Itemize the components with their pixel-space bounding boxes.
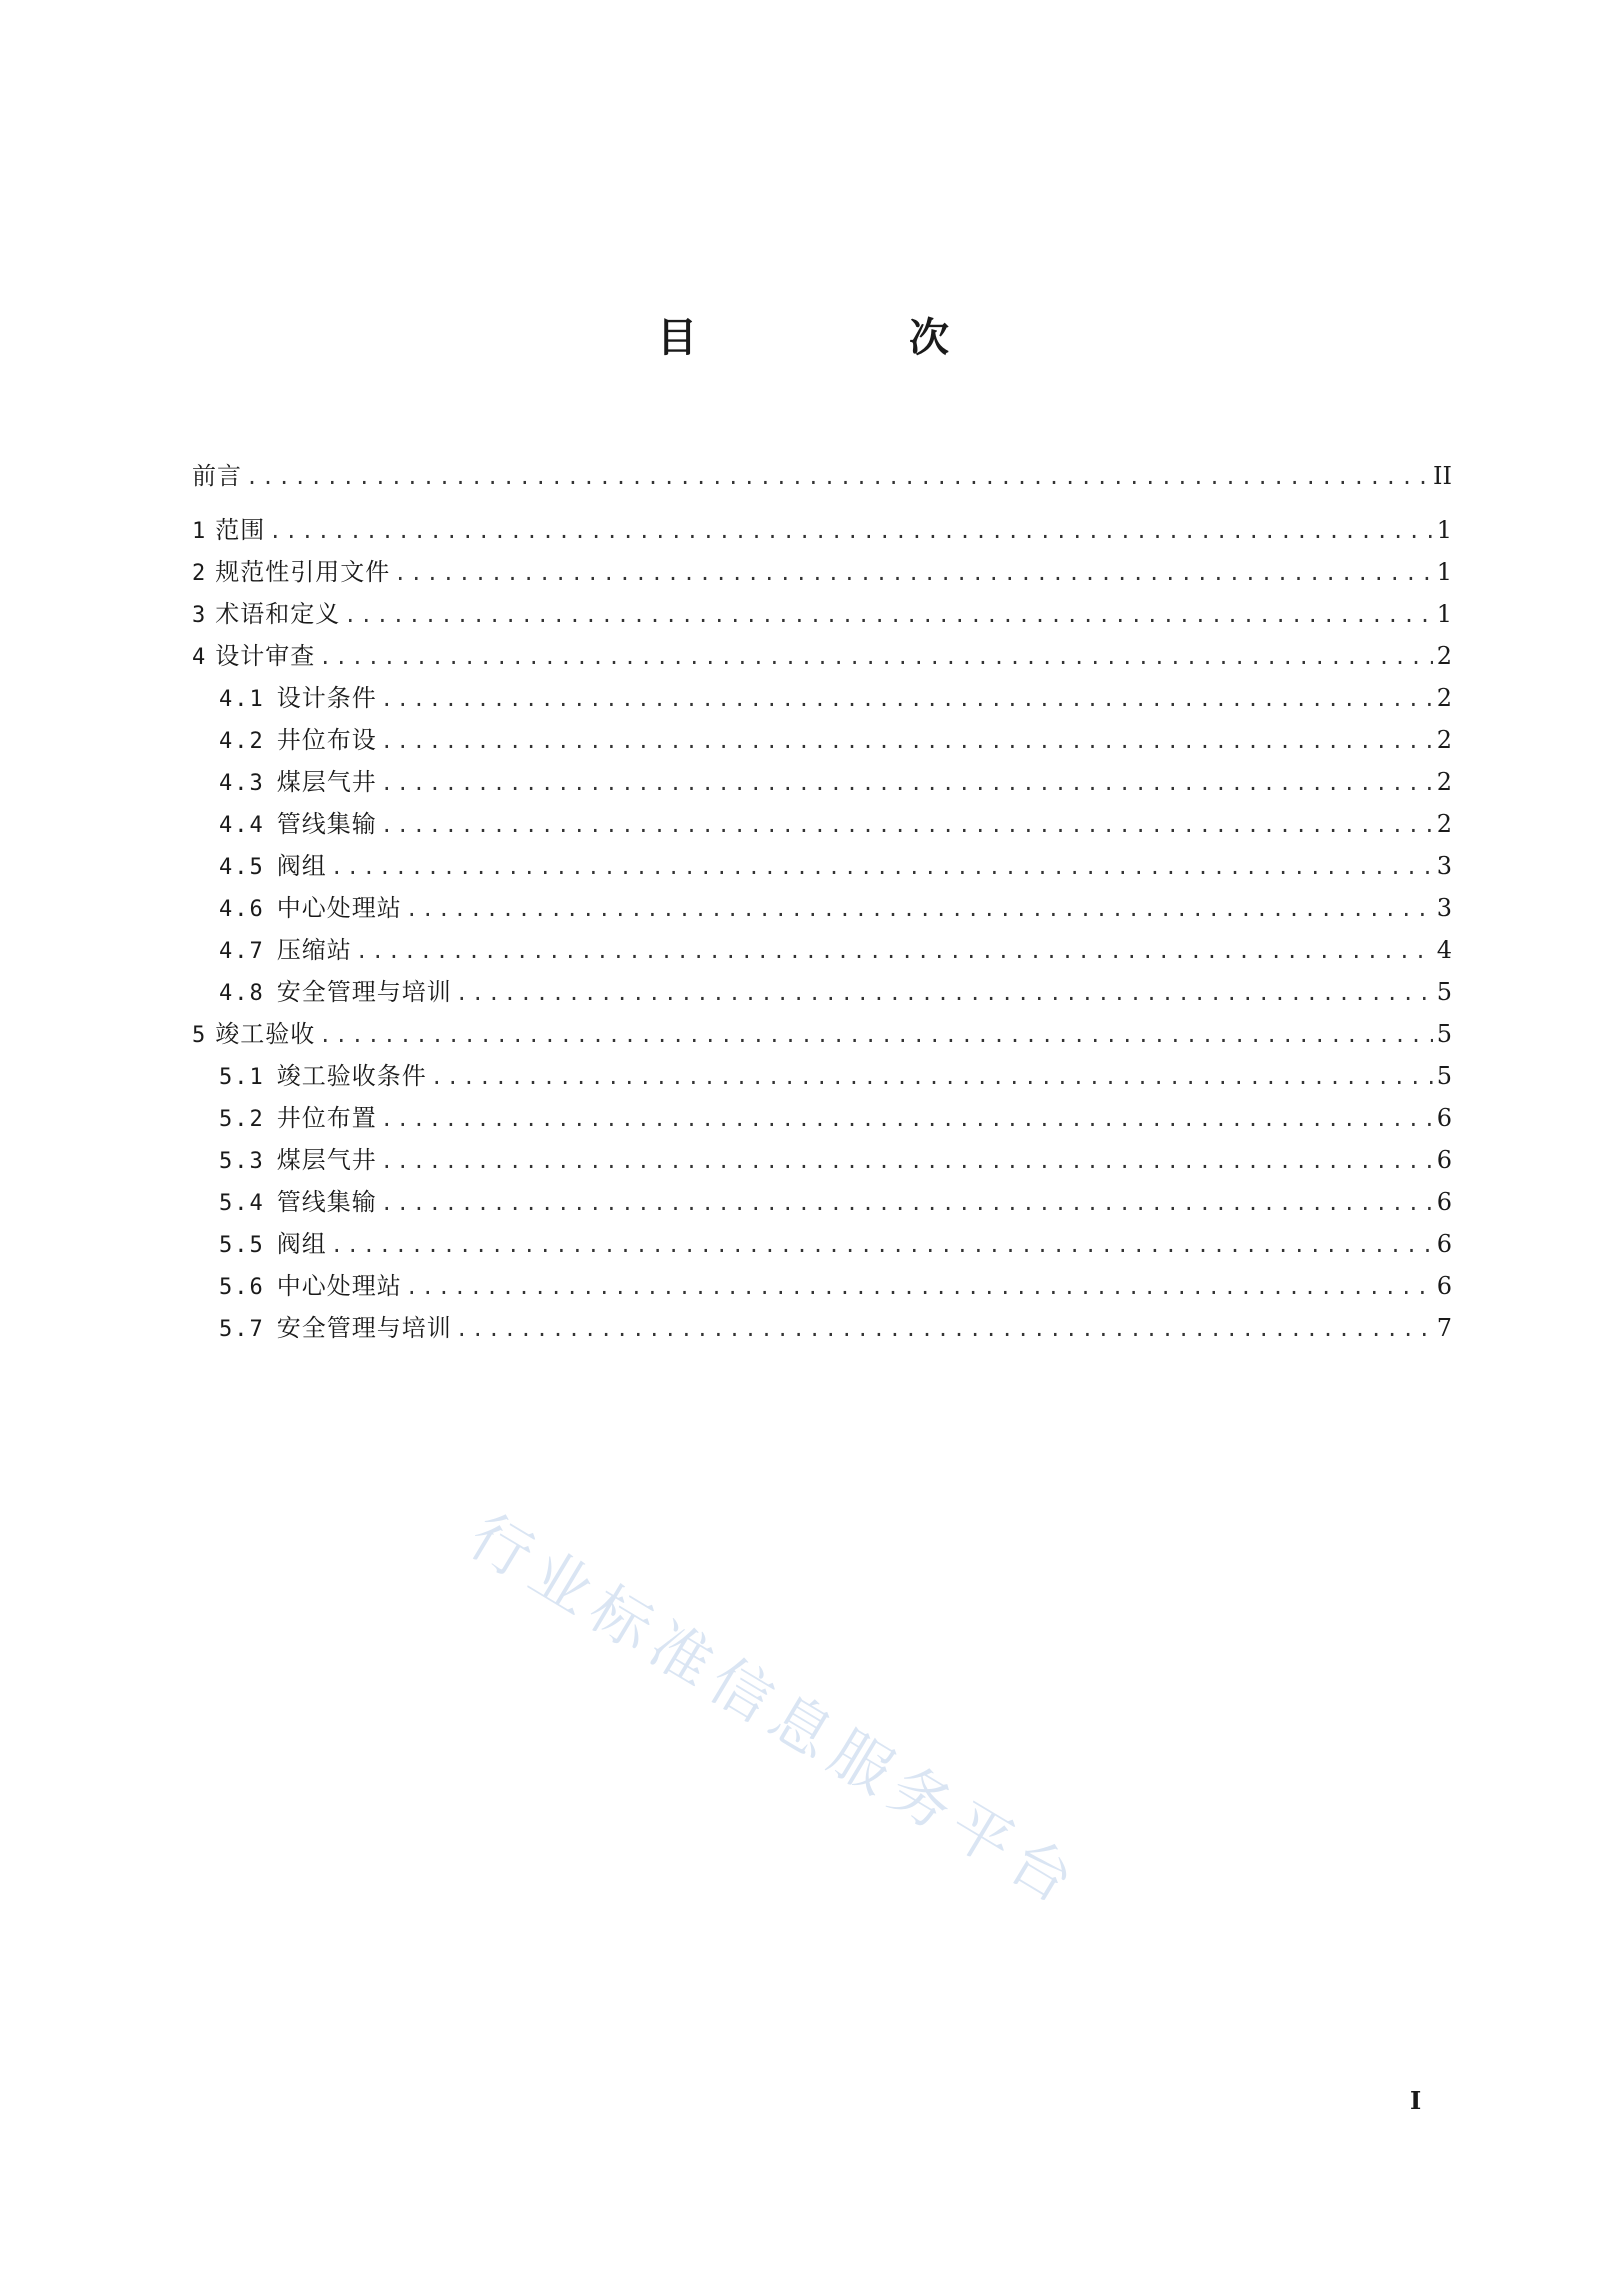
toc-dot-leader bbox=[381, 804, 1433, 846]
toc-dot-leader bbox=[319, 1014, 1432, 1056]
toc-dot-leader bbox=[269, 510, 1432, 552]
toc-entry-page: 2 bbox=[1436, 726, 1452, 754]
page-title: 目 次 bbox=[657, 315, 1035, 361]
toc-entry-title: 阀组 bbox=[276, 1230, 327, 1258]
toc-entry-number: 4.6 bbox=[219, 897, 265, 922]
toc-entry-title: 范围 bbox=[215, 516, 266, 544]
toc-entry-number: 5.6 bbox=[219, 1275, 265, 1300]
toc-entry-title: 前言 bbox=[192, 462, 242, 490]
toc-entry-number: 4.8 bbox=[219, 981, 265, 1006]
toc-entry[interactable] bbox=[192, 929, 1452, 971]
toc-dot-leader bbox=[344, 594, 1432, 636]
toc-entry-number: 5.4 bbox=[219, 1191, 265, 1216]
toc-entry-page: 6 bbox=[1436, 1230, 1452, 1258]
toc-entry-page: 4 bbox=[1436, 936, 1452, 964]
toc-entry-page: 5 bbox=[1436, 1062, 1452, 1090]
toc-dot-leader bbox=[381, 762, 1433, 804]
toc-dot-leader bbox=[381, 1182, 1433, 1224]
toc-dot-leader bbox=[319, 636, 1432, 678]
toc-entry-number: 4.2 bbox=[219, 729, 265, 754]
toc-entry-page: 7 bbox=[1436, 1314, 1452, 1342]
toc-entry-title: 管线集输 bbox=[276, 810, 377, 838]
toc-entry-page: 6 bbox=[1436, 1272, 1452, 1300]
toc-entry-number: 4.4 bbox=[219, 813, 265, 838]
toc-dot-leader bbox=[331, 846, 1433, 888]
toc-entry-title: 井位布设 bbox=[276, 726, 377, 754]
toc-dot-leader bbox=[331, 1224, 1433, 1266]
toc-dot-leader bbox=[381, 720, 1433, 762]
toc-entry-number: 5 bbox=[192, 1023, 208, 1048]
toc-entry-number: 4.5 bbox=[219, 855, 265, 880]
toc-dot-leader bbox=[381, 678, 1433, 720]
toc-entry-page: 6 bbox=[1436, 1146, 1452, 1174]
toc-entry[interactable] bbox=[192, 845, 1452, 887]
watermark: 行业标准信息服务平台 bbox=[457, 1501, 1094, 1922]
toc-entry[interactable] bbox=[192, 509, 1452, 551]
toc-entry-page: 1 bbox=[1436, 558, 1452, 586]
toc-entry[interactable] bbox=[192, 1139, 1452, 1181]
toc-entry-title: 规范性引用文件 bbox=[215, 558, 391, 586]
toc-entry[interactable] bbox=[192, 677, 1452, 719]
toc-entry-page: 1 bbox=[1436, 600, 1452, 628]
toc-entry[interactable] bbox=[192, 1307, 1452, 1349]
toc-entry-title: 管线集输 bbox=[276, 1188, 377, 1216]
toc-entry[interactable] bbox=[192, 1265, 1452, 1307]
toc-entry-page: 2 bbox=[1436, 684, 1452, 712]
toc-dot-leader bbox=[381, 1140, 1433, 1182]
table-of-contents bbox=[192, 455, 1452, 1349]
toc-entry[interactable] bbox=[192, 635, 1452, 677]
toc-entry-title: 煤层气井 bbox=[276, 1146, 377, 1174]
toc-dot-leader bbox=[406, 1266, 1433, 1308]
toc-dot-leader bbox=[431, 1056, 1433, 1098]
toc-entry-number: 3 bbox=[192, 603, 208, 628]
toc-entry[interactable] bbox=[192, 803, 1452, 845]
toc-entry[interactable] bbox=[192, 761, 1452, 803]
toc-entry[interactable] bbox=[192, 719, 1452, 761]
toc-entry-page: 2 bbox=[1436, 810, 1452, 838]
toc-entry-page: 2 bbox=[1436, 768, 1452, 796]
toc-entry-number: 1 bbox=[192, 519, 208, 544]
toc-entry-number: 4 bbox=[192, 645, 208, 670]
toc-entry-title: 中心处理站 bbox=[276, 1272, 402, 1300]
toc-entry-number: 5.1 bbox=[219, 1065, 265, 1090]
toc-dot-leader bbox=[356, 930, 1433, 972]
toc-entry-page: II bbox=[1433, 462, 1452, 490]
toc-entry[interactable] bbox=[192, 593, 1452, 635]
toc-entry[interactable] bbox=[192, 1055, 1452, 1097]
toc-dot-leader bbox=[246, 456, 1429, 498]
toc-entry[interactable] bbox=[192, 1223, 1452, 1265]
toc-entry-title: 煤层气井 bbox=[276, 768, 377, 796]
toc-entry-title: 安全管理与培训 bbox=[276, 1314, 452, 1342]
toc-entry-title: 竣工验收 bbox=[215, 1020, 316, 1048]
toc-entry-title: 中心处理站 bbox=[276, 894, 402, 922]
toc-dot-leader bbox=[406, 888, 1433, 930]
toc-entry-number: 5.5 bbox=[219, 1233, 265, 1258]
toc-entry-page: 5 bbox=[1436, 1020, 1452, 1048]
toc-entry-number: 5.7 bbox=[219, 1317, 265, 1342]
toc-entry[interactable] bbox=[192, 1013, 1452, 1055]
toc-entry-page: 6 bbox=[1436, 1188, 1452, 1216]
toc-entry-title: 竣工验收条件 bbox=[276, 1062, 427, 1090]
toc-entry-page: 2 bbox=[1436, 642, 1452, 670]
toc-dot-leader bbox=[381, 1098, 1433, 1140]
page-number: I bbox=[1410, 2086, 1422, 2115]
toc-entry-number: 4.3 bbox=[219, 771, 265, 796]
toc-dot-leader bbox=[456, 1308, 1433, 1350]
toc-entry-number: 4.7 bbox=[219, 939, 265, 964]
toc-entry-title: 安全管理与培训 bbox=[276, 978, 452, 1006]
toc-entry-title: 阀组 bbox=[276, 852, 327, 880]
toc-entry-title: 压缩站 bbox=[276, 936, 352, 964]
toc-entry[interactable] bbox=[192, 455, 1452, 509]
toc-entry[interactable] bbox=[192, 1097, 1452, 1139]
toc-entry-page: 1 bbox=[1436, 516, 1452, 544]
toc-entry[interactable] bbox=[192, 971, 1452, 1013]
toc-entry-title: 设计条件 bbox=[276, 684, 377, 712]
toc-entry-number: 5.3 bbox=[219, 1149, 265, 1174]
toc-entry-title: 设计审查 bbox=[215, 642, 316, 670]
toc-entry-number: 5.2 bbox=[219, 1107, 265, 1132]
toc-entry-page: 3 bbox=[1436, 852, 1452, 880]
toc-entry-page: 6 bbox=[1436, 1104, 1452, 1132]
toc-entry-number: 2 bbox=[192, 561, 208, 586]
toc-entry[interactable] bbox=[192, 887, 1452, 929]
toc-dot-leader bbox=[456, 972, 1433, 1014]
toc-entry[interactable] bbox=[192, 1181, 1452, 1223]
toc-entry[interactable] bbox=[192, 551, 1452, 593]
toc-entry-title: 术语和定义 bbox=[215, 600, 341, 628]
toc-entry-title: 井位布置 bbox=[276, 1104, 377, 1132]
toc-entry-number: 4.1 bbox=[219, 687, 265, 712]
toc-entry-page: 5 bbox=[1436, 978, 1452, 1006]
toc-entry-page: 3 bbox=[1436, 894, 1452, 922]
toc-dot-leader bbox=[394, 552, 1432, 594]
